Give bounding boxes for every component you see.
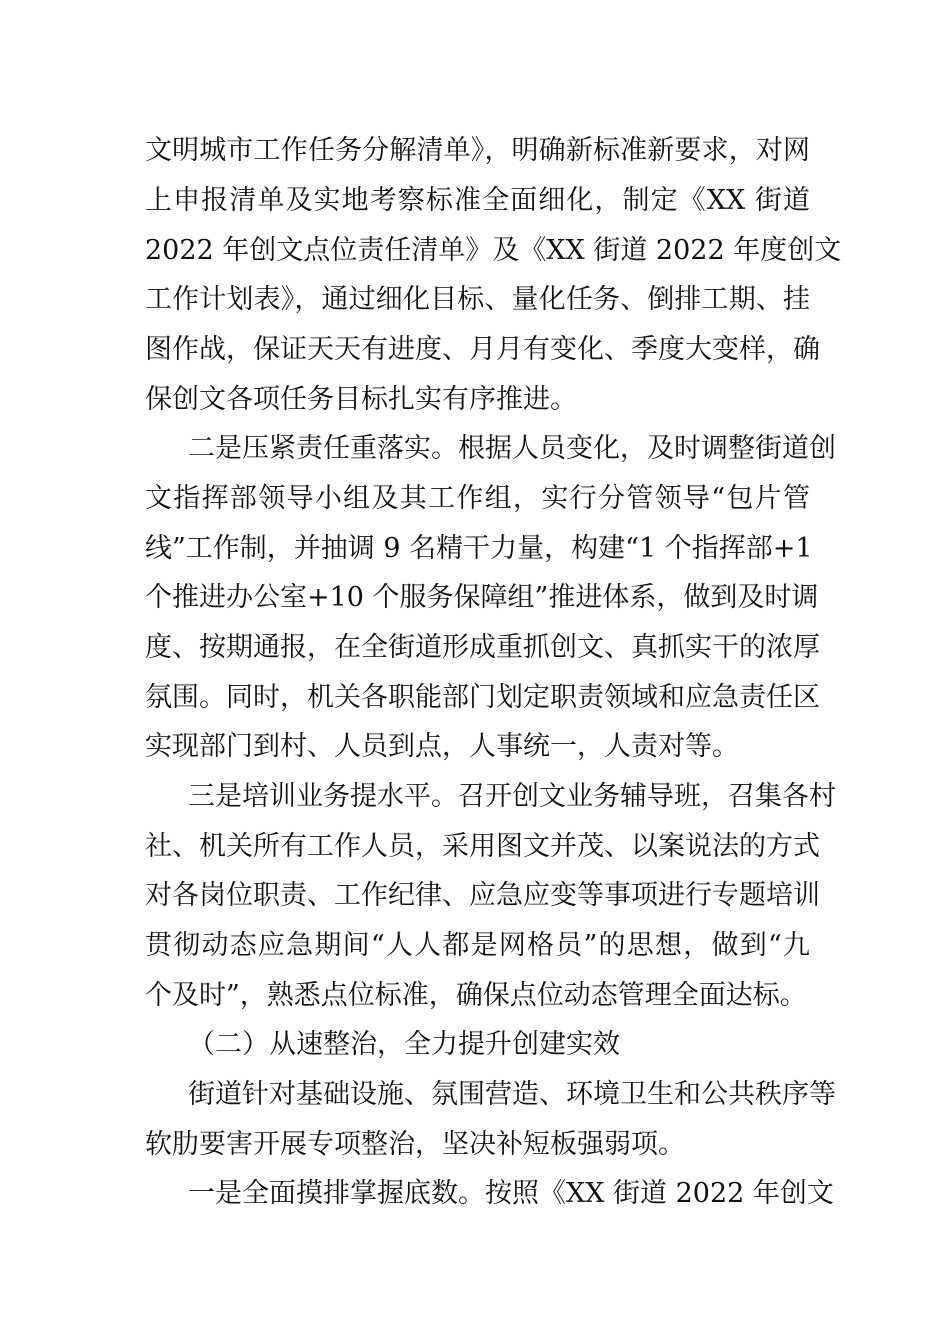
text-line: 上申报清单及实地考察标准全面细化，制定《XX 街道	[145, 185, 810, 216]
text-line: 2022 年创文点位责任清单》及《XX 街道 2022 年度创文	[145, 235, 842, 266]
text-line: 贯彻动态应急期间“人人都是网格员”的思想，做到“九	[145, 930, 810, 961]
text-line: 软肋要害开展专项整治，坚决补短板强弱项。	[145, 1129, 685, 1160]
text-line: 实现部门到村、人员到点，人事统一，人责对等。	[145, 731, 739, 762]
paragraph-first-line: 街道针对基础设施、氛围营造、环境卫生和公共秩序等	[188, 1079, 836, 1110]
text-line: 文指挥部领导小组及其工作组，实行分管领导“包片管	[145, 483, 810, 514]
paragraph-first-line: 三是培训业务提水平。召开创文业务辅导班，召集各村	[188, 781, 836, 812]
section-heading: （二）从速整治，全力提升创建实效	[188, 1029, 620, 1060]
text-line: 氛围。同时，机关各职能部门划定职责领域和应急责任区	[145, 682, 820, 713]
text-line: 个推进办公室+10 个服务保障组”推进体系，做到及时调	[145, 582, 819, 613]
text-line: 文明城市工作任务分解清单》，明确新标准新要求，对网	[145, 135, 810, 166]
text-line: 线”工作制，并抽调 9 名精干力量，构建“1 个指挥部+1	[145, 533, 813, 564]
text-line: 图作战，保证天天有进度、月月有变化、季度大变样，确	[145, 334, 820, 365]
text-line: 保创文各项任务目标扎实有序推进。	[145, 384, 577, 415]
text-line: 个及时”，熟悉点位标准，确保点位动态管理全面达标。	[145, 980, 807, 1011]
paragraph-first-line: 一是全面摸排掌握底数。按照《XX 街道 2022 年创文	[188, 1178, 834, 1209]
text-line: 度、按期通报，在全街道形成重抓创文、真抓实干的浓厚	[145, 632, 820, 663]
text-line: 工作计划表》，通过细化目标、量化任务、倒排工期、挂	[145, 284, 810, 315]
text-line: 对各岗位职责、工作纪律、应急应变等事项进行专题培训	[145, 880, 820, 911]
text-line: 社、机关所有工作人员，采用图文并茂、以案说法的方式	[145, 831, 820, 862]
paragraph-first-line: 二是压紧责任重落实。根据人员变化，及时调整街道创	[188, 433, 836, 464]
